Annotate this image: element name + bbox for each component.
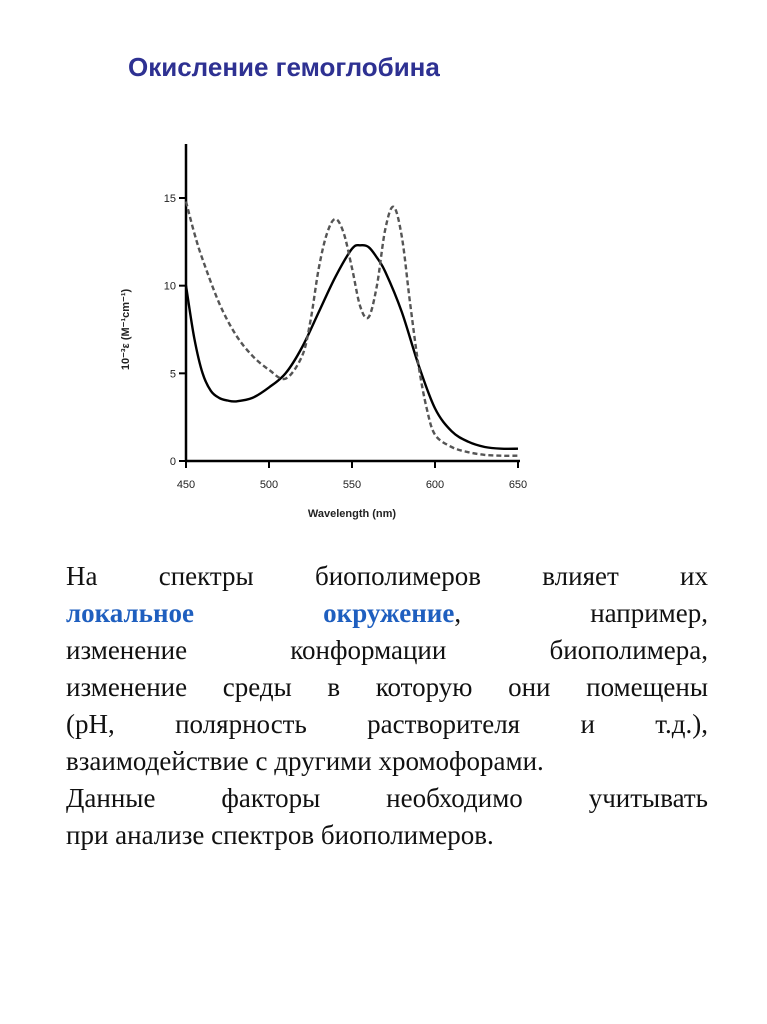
series-line-solid — [186, 245, 518, 449]
x-axis-title: Wavelength (nm) — [307, 508, 397, 520]
y-tick-label: 10 — [163, 280, 176, 293]
y-tick-label: 0 — [169, 456, 176, 468]
absorption-spectrum-chart — [110, 130, 550, 530]
highlighted-term: локальное окружение — [66, 598, 455, 628]
chart-axes — [186, 144, 520, 461]
y-axis-title: 10⁻³ε (M⁻¹cm⁻¹) — [120, 288, 132, 371]
x-tick-label: 550 — [342, 479, 362, 491]
body-line: взаимодействие с другими хромофорами. — [66, 746, 544, 776]
x-tick-label: 600 — [425, 479, 445, 491]
body-line: изменение конформации биополимера, — [66, 635, 708, 665]
body-line: (pH, полярность растворителя и т.д.), — [66, 709, 708, 739]
page-title: Окисление гемоглобина — [128, 52, 440, 82]
chart-series — [186, 202, 518, 456]
body-line: изменение среды в которую они помещены — [66, 672, 708, 702]
body-paragraph — [66, 558, 708, 854]
y-tick-label: 5 — [169, 368, 176, 381]
y-tick-label: 15 — [163, 193, 176, 205]
body-line — [66, 595, 708, 632]
body-line: при анализе спектров биополимеров. — [66, 820, 494, 850]
x-tick-label: 650 — [508, 479, 528, 491]
body-line-rest: , например, — [454, 598, 708, 628]
body-line: Данные факторы необходимо учитывать — [66, 783, 708, 813]
body-line: На спектры биополимеров влияет их — [66, 561, 708, 591]
x-tick-label: 450 — [176, 479, 196, 491]
series-line-dashed — [186, 202, 518, 456]
x-tick-label: 500 — [259, 479, 279, 491]
